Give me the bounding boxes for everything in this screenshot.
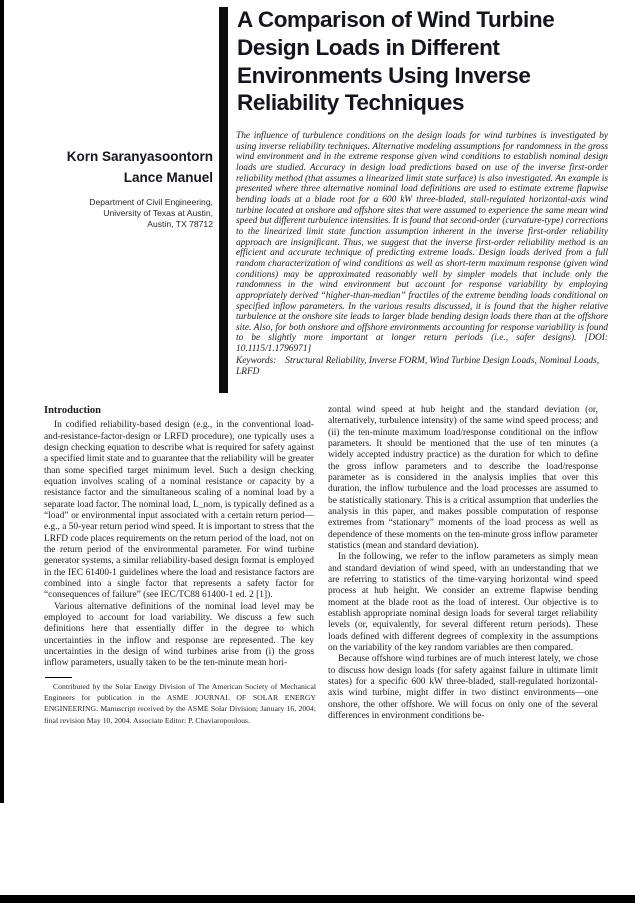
article-title-line: Environments Using Inverse [237, 62, 531, 88]
page-bottom-bar [0, 895, 635, 903]
author-block [20, 149, 213, 191]
body-right-column [328, 405, 598, 722]
affiliation-line: Department of Civil Engineering, [89, 197, 213, 207]
article-title-line: Reliability Techniques [237, 90, 465, 116]
author-name: Korn Saranyasoontorn [66, 149, 213, 164]
body-left-column [44, 405, 314, 670]
page-left-edge-bar [0, 0, 4, 803]
body-paragraph: zontal wind speed at hub height and the standard deviation (or, alternatively, turbulence intensity) of the same wind speed process; and (ii) the ten-minute maximum load/response conditional on the inflow parameters. It should be mentioned that the use of ten minutes (a widely accepted industry practice) as the duration for which to define the gross inflow parameters and to describe the load/response parameter as is considered in the analysis implies that over this duration, the inflow turbulence and the load processes are assumed to be statistically stationary. This is a critical assumption that underlies the analysis in this paper, and makes possible computation of response extremes from “stationary” moments of the load process as well as dependence of these moments on the ten-minute gross inflow parameter statistics (mean and standard deviation). [328, 405, 598, 551]
article-title [237, 6, 629, 117]
affiliation-line: Austin, TX 78712 [147, 218, 213, 229]
keywords-line [236, 356, 608, 378]
article-title-line: Design Loads in Different [237, 34, 500, 60]
body-paragraph: Because offshore wind turbines are of much interest lately, we chose to discuss how design loads (for safety against failure in ultimate limit states) for a specific 600 kW three-bladed, stall-regulated horizontal-axis wind turbine, might differ in two distinct environments—one onshore, the other offshore. We will focus on only one of the several differences in environment conditions be- [328, 654, 598, 721]
footnote-divider [45, 677, 72, 678]
body-paragraph: In the following, we refer to the inflow parameters as simply mean and standard deviation of wind speed, with an understanding that we are referring to statistics of the time-varying horizontal wind speed process at hub height. We consider an extreme flapwise bending moment at the blade root as the load of interest. Our objective is to establish appropriate nominal design loads for several target reliability levels (or, equivalently, for several different return periods). These loads defined with different degrees of complexity in the assumptions on the variability of the key random variables are then compared. [328, 552, 598, 653]
affiliation [20, 197, 213, 229]
author-name: Lance Manuel [123, 170, 213, 185]
article-title-line: A Comparison of Wind Turbine [237, 7, 555, 32]
abstract-text: The influence of turbulence conditions on the design loads for wind turbines is investigated by using inverse reliability techniques. Alternative modeling assumptions for randomness in the gross wind environment and in the extreme response given wind conditions to establish nominal design loads are studied. Accuracy in design load predictions based on use of the inverse first-order reliability method (that assumes a linearized limit state surface) is also investigated. An example is presented where three alternative nominal load definitions are used to estimate extreme flapwise bending loads at a blade root for a 600 kW three-bladed, stall-regulated horizontal-axis wind turbine located at onshore and offshore sites that were assumed to experience the same mean wind speed but different turbulence intensities. It is found that second-order (curvature-type) corrections to the linearized limit state function assumption inherent in the inverse first-order reliability approach are insignificant. Thus, we suggest that the inverse first-order reliability method is an efficient and accurate technique of predicting extreme loads. Design loads derived from a full random characterization of wind conditions as well as short-term maximum response (given wind conditions) may be approximated reasonably well by simpler models that include only the randomness in the wind environment but account for response variability by employing appropriately derived “higher-than-median” fractiles of the extreme bending loads conditional on specified inflow parameters. In the various results discussed, it is found that the higher relative turbulence at the onshore site leads to larger blade bending design loads there than at the offshore site. Also, for both onshore and offshore environments accounting for response variability is found to be slightly more important at longer return periods (i.e., safer designs). [DOI: 10.1115/1.1796971] [236, 131, 608, 355]
body-paragraph: Various alternative definitions of the nominal load level may be employed to account for load variability. We discuss a few such definitions here that essentially differ in the degree to which uncertainties in the inflow and response are represented. The key uncertainties in the design of wind turbines arise from (i) the gross inflow parameters, usually taken to be the ten-minute mean hori- [44, 601, 314, 669]
introduction-heading: Introduction [44, 405, 101, 416]
affiliation-line: University of Texas at Austin, [103, 207, 213, 218]
body-paragraph: In codified reliability-based design (e.g., in the conventional load-and-resistance-factor-design or LRFD procedure), one typically uses a design checking equation to describe what is required for safety against a specified limit state and to guarantee that the reliability will be greater than some specified target minimum level. Such a design checking equation involves scaling of a nominal resistance or capacity by a resistance factor and the simultaneous scaling of a nominal load by a separate load factor. The nominal load, L_nom, is typically defined as a “load” or environmental input associated with a certain return period—e.g., a 50-year return period wind speed. It is important to stress that the LRFD code places requirements on the return period of the load, not on the return period of the environmental parameter. For wind turbine generator systems, a similar reliability-based design format is employed in the IEC 61400-1 guidelines where the load and resistance factors are combined into a single factor that represents a safety factor for “consequences of failure” (see IEC/TC88 61400-1 ed. 2 [1]). [44, 420, 314, 601]
keywords-label: Keywords: [236, 356, 277, 366]
title-accent-bar [219, 7, 228, 393]
footnote-text: Contributed by the Solar Energy Division of The American Society of Mechanical Engineers for publication in the ASME JOURNAL OF SOLAR ENERGY ENGINEERING. Manuscript received by the ASME Solar Division; January 16, 2004; final revision May 10, 2004. Associate Editor: P. Chaviaropoulous. [44, 682, 316, 725]
keywords-text: Structural Reliability, Inverse FORM, Wind Turbine Design Loads, Nominal Loads, LRFD [236, 356, 600, 377]
